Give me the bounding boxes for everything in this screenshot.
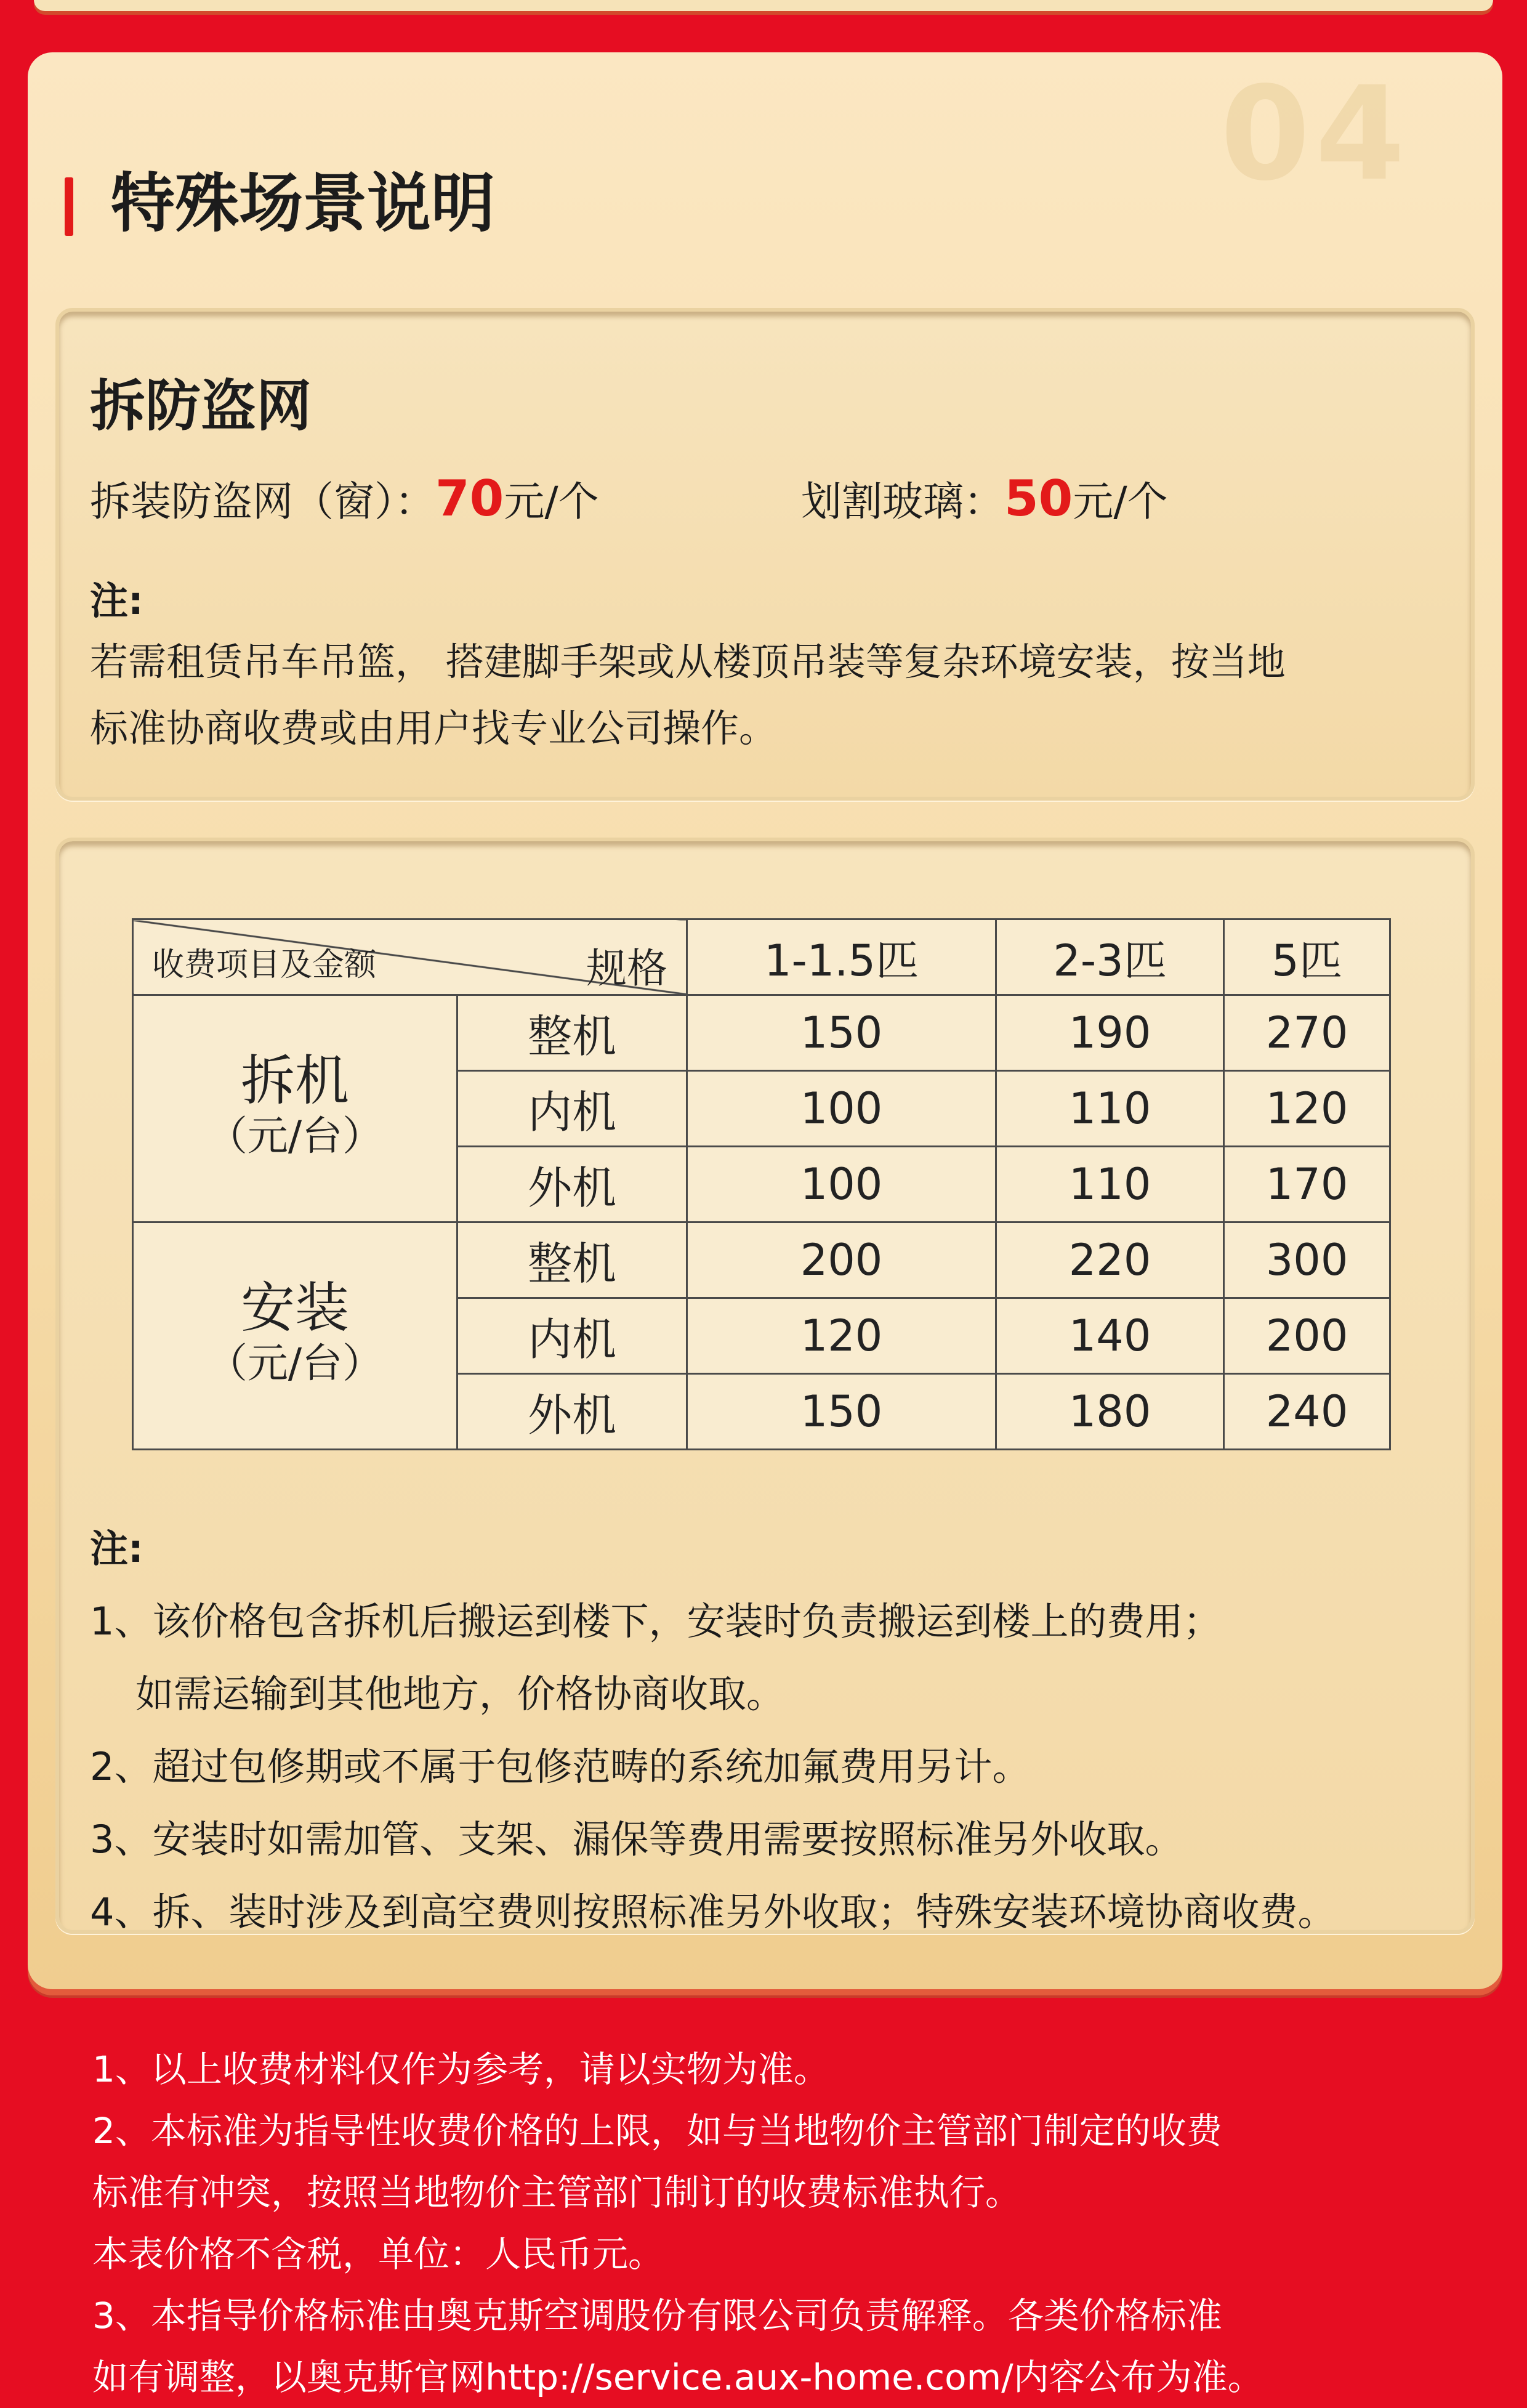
card-title-suffix: 盗网 <box>201 374 312 438</box>
previous-panel-edge <box>34 0 1493 11</box>
note-line: 2、超过包修期或不属于包修范畴的系统加氟费用另计。 <box>90 1744 1031 1789</box>
panel-number: 04 <box>1220 59 1410 209</box>
table-cell: 170 <box>1224 1147 1390 1222</box>
table-cell: 100 <box>687 1147 996 1222</box>
footer-line: 本表价格不含税，单位：人民币元。 <box>92 2233 664 2275</box>
table-cell: 110 <box>996 1071 1224 1147</box>
table-cell: 270 <box>1224 995 1390 1071</box>
price-label: 拆装防盗网（窗）： <box>90 478 435 525</box>
footer-line: 1、以上收费材料仅作为参考，请以实物为准。 <box>92 2048 829 2090</box>
table-cell: 190 <box>996 995 1224 1071</box>
column-header: 2-3匹 <box>996 919 1224 995</box>
price-value: 70 <box>435 470 504 527</box>
note-line: 3、安装时如需加管、支架、漏保等费用需要按照标准另外收取。 <box>90 1817 1183 1862</box>
row-label: 外机 <box>457 1374 687 1450</box>
footer-line: 2、本标准为指导性收费价格的上限，如与当地物价主管部门制定的收费 <box>92 2110 1222 2152</box>
price-remove-net <box>90 469 599 527</box>
table-cell: 180 <box>996 1374 1224 1450</box>
fee-table <box>132 918 1391 1450</box>
card-title <box>90 361 312 441</box>
group-unit: （元/台） <box>206 1112 384 1160</box>
column-header: 5匹 <box>1224 919 1390 995</box>
row-label: 外机 <box>457 1147 687 1222</box>
row-label: 整机 <box>457 1222 687 1298</box>
price-unit: 元/个 <box>504 478 599 525</box>
table-notes <box>90 1513 1475 1949</box>
table-cell: 300 <box>1224 1222 1390 1298</box>
footer-line: 如有调整，以奥克斯官网http://service.aux-home.com/内容公布为准。 <box>92 2356 1263 2398</box>
group-name: 拆机 <box>240 1049 349 1112</box>
table-row <box>133 1222 1390 1298</box>
table-cell: 240 <box>1224 1374 1390 1450</box>
table-cell: 120 <box>687 1298 996 1374</box>
note-line: 4、拆、装时涉及到高空费则按照标准另外收取；特殊安装环境协商收费。 <box>90 1889 1336 1934</box>
footer-disclaimer <box>92 2038 1478 2408</box>
note-text <box>90 629 1444 762</box>
row-label: 内机 <box>457 1298 687 1374</box>
section-title-text: 特殊场景说明 <box>111 166 496 241</box>
table-cell: 120 <box>1224 1071 1390 1147</box>
row-label: 整机 <box>457 995 687 1071</box>
note-line: 标准协商收费或由用户找专业公司操作。 <box>90 706 778 751</box>
footer-line: 标准有冲突，按照当地物价主管部门制订的收费标准执行。 <box>92 2172 1021 2213</box>
table-cell: 140 <box>996 1298 1224 1374</box>
table-cell: 200 <box>687 1222 996 1298</box>
group-unit: （元/台） <box>206 1339 384 1387</box>
column-header: 1-1.5匹 <box>687 919 996 995</box>
fee-table-card <box>55 838 1475 1934</box>
price-label: 划割玻璃： <box>801 478 1004 525</box>
table-corner-header <box>133 919 687 995</box>
note-line: 如需运输到其他地方，价格协商收取。 <box>135 1671 785 1716</box>
table-cell: 110 <box>996 1147 1224 1222</box>
card-title-prefix: 拆防 <box>90 374 201 438</box>
table-header-row <box>133 919 1390 995</box>
table-cell: 220 <box>996 1222 1224 1298</box>
price-cut-glass <box>801 469 1168 527</box>
row-label: 内机 <box>457 1071 687 1147</box>
header-item: 收费项目及金额 <box>152 947 377 984</box>
anti-theft-net-card <box>55 308 1475 801</box>
price-value: 50 <box>1004 470 1073 527</box>
group-cell-install <box>133 1222 457 1450</box>
price-unit: 元/个 <box>1073 478 1168 525</box>
note-line: 1、该价格包含拆机后搬运到楼下，安装时负责搬运到楼上的费用； <box>90 1599 1222 1644</box>
table-row <box>133 995 1390 1071</box>
section-title <box>68 157 495 249</box>
footer-line: 3、本指导价格标准由奥克斯空调股份有限公司负责解释。各类价格标准 <box>92 2295 1222 2337</box>
table-cell: 100 <box>687 1071 996 1147</box>
group-name: 安装 <box>240 1276 349 1339</box>
group-cell-remove <box>133 995 457 1222</box>
note-label: 注: <box>90 1526 143 1571</box>
card-title-underlined <box>201 374 312 438</box>
note-line: 若需租赁吊车吊篮， 搭建脚手架或从楼顶吊装等复杂环境安装，按当地 <box>90 639 1286 684</box>
table-cell: 150 <box>687 1374 996 1450</box>
table-cell: 200 <box>1224 1298 1390 1374</box>
header-spec: 规格 <box>586 945 667 992</box>
table-cell: 150 <box>687 995 996 1071</box>
note-label: 注: <box>90 578 143 623</box>
